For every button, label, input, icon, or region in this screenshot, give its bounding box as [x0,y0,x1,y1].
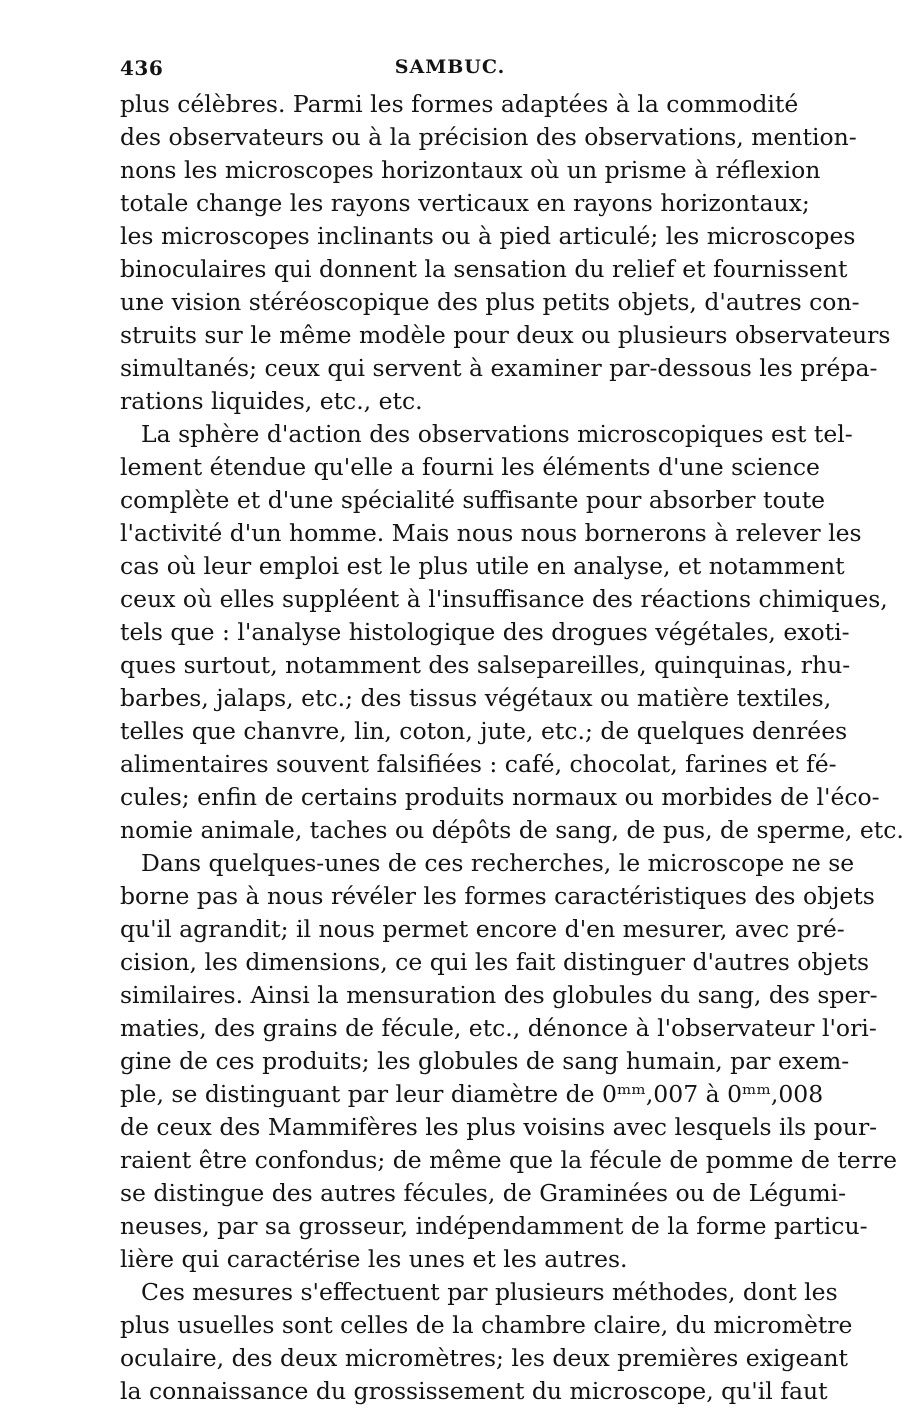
text-line: cision, les dimensions, ce qui les fait distinguer d'autres objets [120,948,870,976]
paragraph [120,1276,853,1408]
text-line: les microscopes inclinants ou à pied articulé; les microscopes [120,222,856,250]
text-line: de ceux des Mammifères les plus voisins avec lesquels ils pour- [120,1113,878,1141]
text-line: La sphère d'action des observations microscopiques est tel- [141,420,853,448]
text-line: raient être confondus; de même que la fécule de pomme de terre [120,1146,898,1174]
running-head: SAMBUC. [394,56,506,78]
paragraph [120,847,898,1276]
text-line: alimentaires souvent falsifiées : café, chocolat, farines et fé- [120,750,837,778]
text-line: nomie animale, taches ou dépôts de sang, de pus, de sperme, etc. [120,816,904,844]
text-line: similaires. Ainsi la mensuration des globules du sang, des sper- [120,981,878,1009]
text-line: nons les microscopes horizontaux où un prisme à réflexion [120,156,821,184]
text-line: telles que chanvre, lin, coton, jute, etc.; de quelques denrées [120,717,848,745]
text-line: cules; enfin de certains produits normaux ou morbides de l'éco- [120,783,880,811]
text-line: Dans quelques-unes de ces recherches, le microscope ne se [141,849,855,877]
page-header [120,56,760,86]
text-line: borne pas à nous révéler les formes caractéristiques des objets [120,882,875,910]
text-line: complète et d'une spécialité suffisante pour absorber toute [120,486,826,514]
text-line: plus célèbres. Parmi les formes adaptées à la commodité [120,90,799,118]
text-line: gine de ces produits; les globules de sang humain, par exem- [120,1047,850,1075]
text-line: la connaissance du grossissement du microscope, qu'il faut [120,1377,828,1405]
text-line: se distingue des autres fécules, de Graminées ou de Légumi- [120,1179,847,1207]
text-line: des observateurs ou à la précision des observations, mention- [120,123,857,151]
page-number: 436 [120,56,164,80]
text-line: ques surtout, notamment des salsepareilles, quinquinas, rhu- [120,651,851,679]
text-line: totale change les rayons verticaux en rayons horizontaux; [120,189,810,217]
text-line: tels que : l'analyse histologique des drogues végétales, exoti- [120,618,850,646]
text-line: ple, se distinguant par leur diamètre de 0ᵐᵐ,007 à 0ᵐᵐ,008 [120,1080,824,1108]
text-line: barbes, jalaps, etc.; des tissus végétaux ou matière textiles, [120,684,832,712]
paragraph [120,88,891,418]
text-line: simultanés; ceux qui servent à examiner par-dessous les prépa- [120,354,878,382]
text-line: binoculaires qui donnent la sensation du relief et fournissent [120,255,848,283]
text-line: rations liquides, etc., etc. [120,387,423,415]
body-text [120,88,904,1408]
text-line: struits sur le même modèle pour deux ou plusieurs observateurs [120,321,891,349]
text-line: neuses, par sa grosseur, indépendamment de la forme particu- [120,1212,868,1240]
text-line: cas où leur emploi est le plus utile en analyse, et notamment [120,552,845,580]
text-line: maties, des grains de fécule, etc., dénonce à l'observateur l'ori- [120,1014,877,1042]
paragraph [120,418,904,847]
text-line: ceux où elles suppléent à l'insuffisance des réactions chimiques, [120,585,888,613]
text-line: lière qui caractérise les unes et les autres. [120,1245,628,1273]
text-line: plus usuelles sont celles de la chambre claire, du micromètre [120,1311,853,1339]
text-line: oculaire, des deux micromètres; les deux premières exigeant [120,1344,848,1372]
text-line: une vision stéréoscopique des plus petits objets, d'autres con- [120,288,860,316]
text-line: qu'il agrandit; il nous permet encore d'en mesurer, avec pré- [120,915,845,943]
text-line: l'activité d'un homme. Mais nous nous bornerons à relever les [120,519,862,547]
text-line: Ces mesures s'effectuent par plusieurs méthodes, dont les [141,1278,838,1306]
text-line: lement étendue qu'elle a fourni les éléments d'une science [120,453,820,481]
